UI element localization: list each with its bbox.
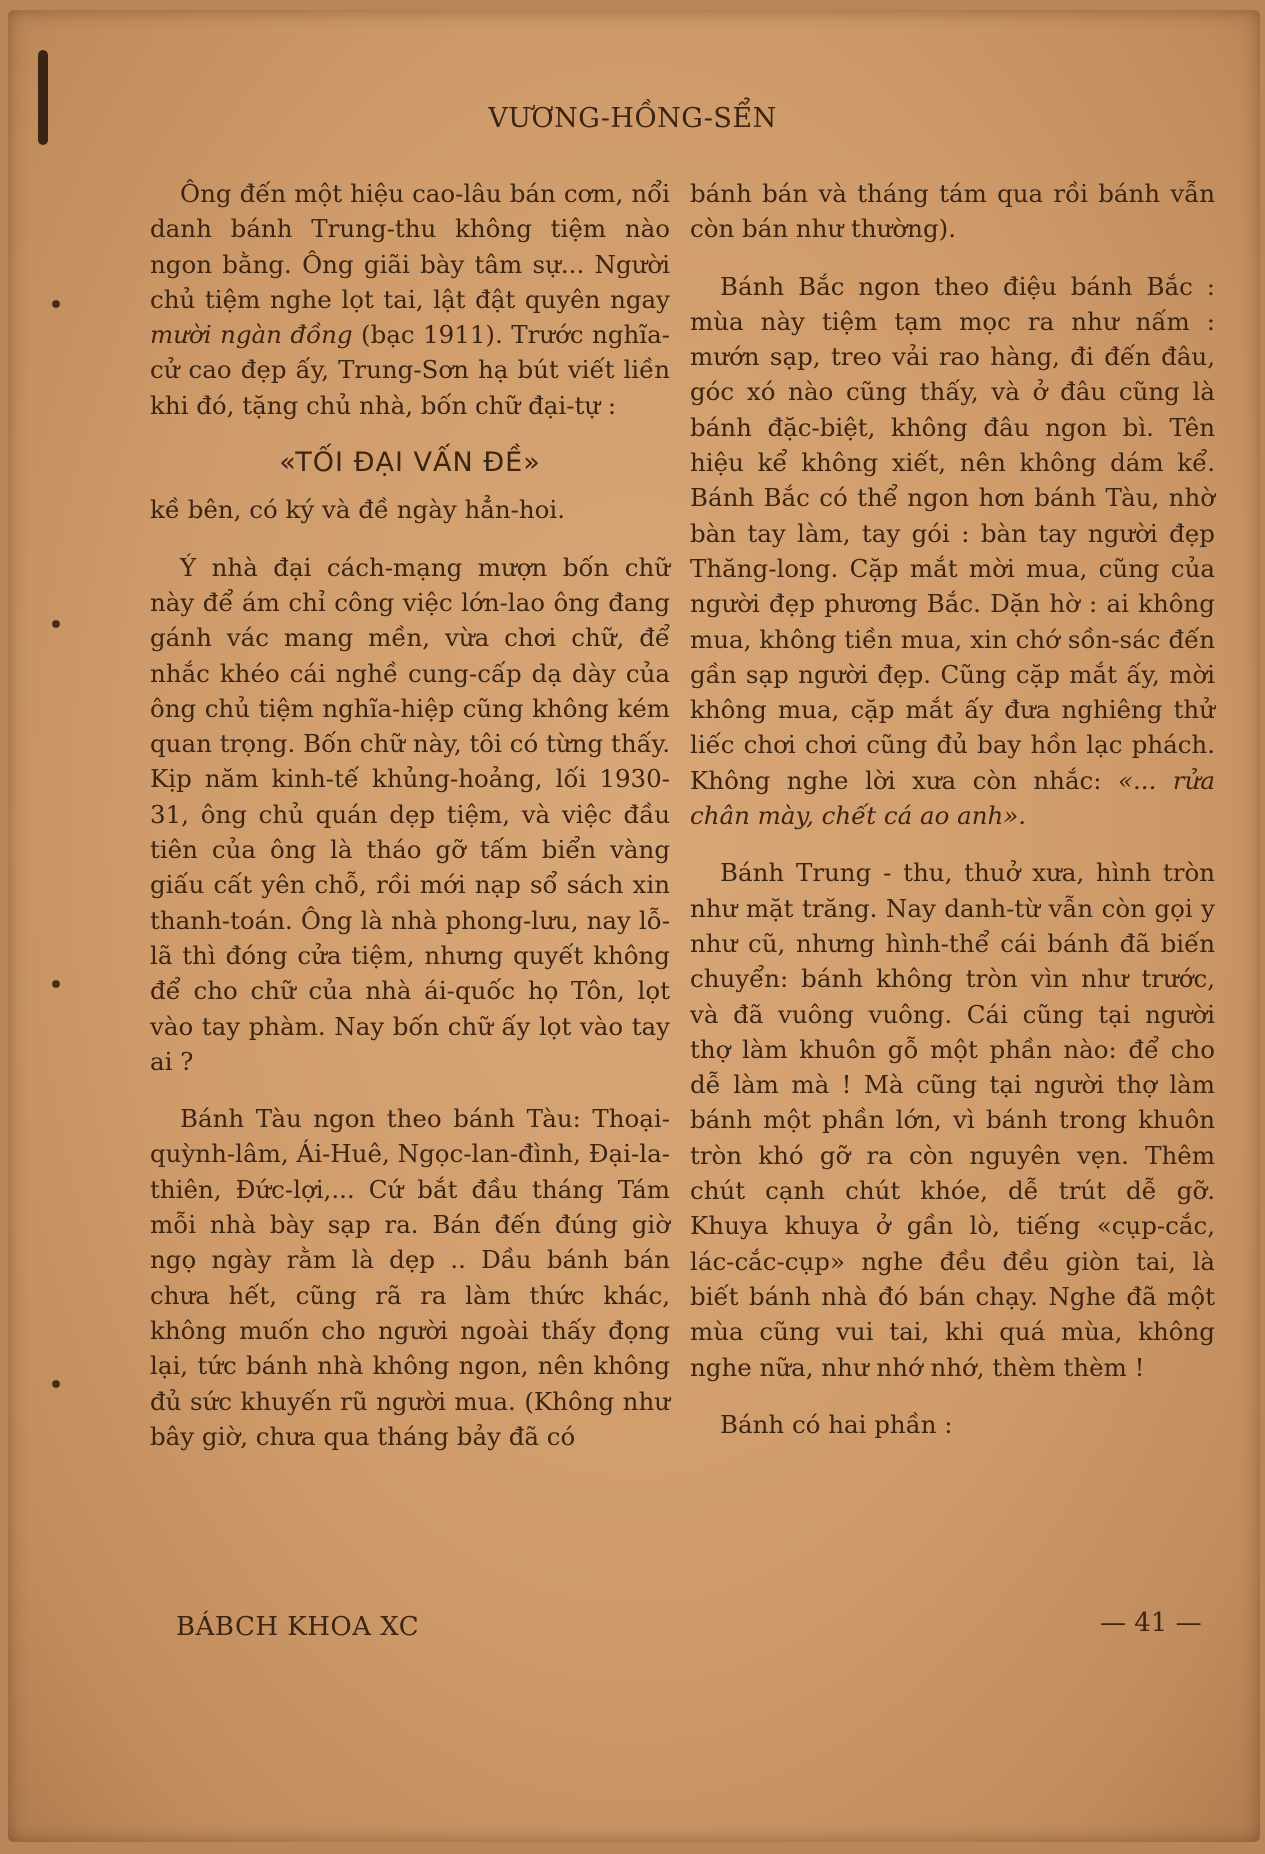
quote: «... rửa chân mày, chết cá ao anh».	[690, 765, 1215, 831]
page-header: VƯƠNG-HỒNG-SỂN	[488, 103, 777, 134]
hole-dot	[52, 1380, 60, 1388]
footer-journal: BÁBCH KHOA XC	[176, 1612, 420, 1642]
paragraph: Bánh Tàu ngon theo bánh Tàu: Thoại-quỳnh-lâm, Ái-Huê, Ngọc-lan-đình, Đại-la-thiên, Đức-lợi,... Cứ bắt đầu tháng Tám mỗi nhà bày sạp ra. Bán đến đúng giờ ngọ ngày rằm là dẹp .. Dầu bánh bán chưa hết, cũng rã ra làm thức khác, không muốn cho người ngoài thấy đọng lại, tức bánh nhà không ngon, nên không đủ sức khuyến rũ người mua. (Không như bây giờ, chưa qua tháng bảy đã có	[150, 1104, 670, 1451]
page-number: — 41 —	[1100, 1608, 1202, 1638]
paragraph: Bánh Bắc ngon theo điệu bánh Bắc : mùa này tiệm tạm mọc ra như nấm : mướn sạp, treo vải rao hàng, đi đến đâu, góc xó nào cũng thấy, và ở đâu cũng là bánh đặc-biệt, không đâu ngon bì. Tên hiệu kể không xiết, nên không dám kể. Bánh Bắc có thể ngon hơn bánh Tàu, nhờ bàn tay làm, tay gói : bàn tay người đẹp Thăng-long. Cặp mắt mời mua, cũng của người đẹp phương Bắc. Dặn hờ : ai không mua, không tiền mua, xin chớ sồn-sác đến gần sạp người đẹp. Cũng cặp mắt ấy, mời không mua, cặp mắt ấy đưa nghiêng thử liếc chơi chơi cũng đủ bay hồn lạc phách. Không nghe lời xưa còn nhắc: «... rửa chân mày, chết cá ao anh».	[690, 271, 1215, 831]
paragraph: bánh bán và tháng tám qua rồi bánh vẫn còn bán như thường).	[690, 179, 1215, 244]
paragraph: Ý nhà đại cách-mạng mượn bốn chữ này để ám chỉ công việc lớn-lao ông đang gánh vác mang mền, vừa chơi chữ, để nhắc khéo cái nghề cung-cấp dạ dày của ông chủ tiệm nghĩa-hiệp cũng không kém quan trọng. Bốn chữ này, tôi có từng thấy. Kịp năm kinh-tế khủng-hoảng, lối 1930-31, ông chủ quán dẹp tiệm, và việc đầu tiên của ông là tháo gỡ tấm biển vàng giấu cất yên chỗ, rồi mới nạp sổ sách xin thanh-toán. Ông là nhà phong-lưu, nay lỗ-lã thì đóng cửa tiệm, nhưng quyết không để cho chữ của nhà ái-quốc họ Tôn, lọt vào tay phàm. Nay bốn chữ ấy lọt vào tay ai ?	[150, 552, 670, 1076]
paragraph: Bánh có hai phần :	[720, 1409, 953, 1439]
hole-dot	[52, 980, 60, 988]
paragraph: Bánh Trung - thu, thuở xưa, hình tròn như mặt trăng. Nay danh-từ vẫn còn gọi y như cũ, nhưng hình-thể cái bánh đã biến chuyển: bánh không tròn vìn như trước, và đã vuông vuông. Cái cũng tại người thợ làm khuôn gỗ một phần nào: để cho dễ làm mà ! Mà cũng tại người thợ làm bánh một phần lớn, vì bánh trong khuôn tròn khó gỡ ra còn nguyên vẹn. Thêm chút cạnh chút khóe, dễ trút dễ gỡ. Khuya khuya ở gần lò, tiếng «cụp-cắc, lác-cắc-cụp» nghe đều đều giòn tai, là biết bánh nhà đó bán chạy. Nghe đã một mùa cũng vui tai, khi quá mùa, không nghe nữa, như nhớ nhớ, thèm thèm !	[690, 858, 1215, 1382]
hole-dot	[52, 620, 60, 628]
paragraph: kề bên, có ký và đề ngày hẳn-hoi.	[150, 495, 566, 525]
right-column	[690, 176, 1215, 1464]
paragraph: Ông đến một hiệu cao-lâu bán cơm, nổi danh bánh Trung-thu không tiệm nào ngon bằng. Ông giãi bày tâm sự... Người chủ tiệm nghe lọt tai, lật đật quyên ngay mười ngàn đồng (bạc 1911). Trước nghĩa-cử cao đẹp ấy, Trung-Sơn hạ bút viết liền khi đó, tặng chủ nhà, bốn chữ đại-tự :	[150, 179, 671, 420]
hole-dot	[52, 300, 60, 308]
left-column	[150, 176, 670, 1476]
motto: «TỐI ĐẠI VẤN ĐỀ»	[279, 447, 541, 479]
